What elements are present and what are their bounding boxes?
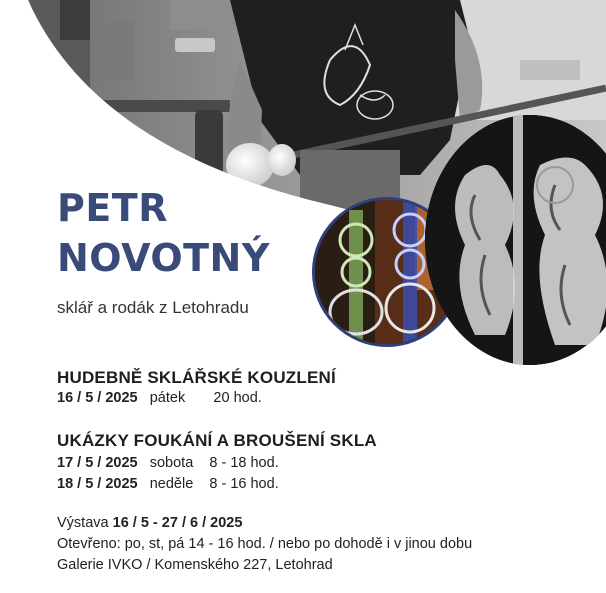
exhibition-label: Výstava <box>57 515 109 531</box>
event-time: 8 - 16 hod. <box>209 476 279 492</box>
event-day: neděle <box>149 476 194 492</box>
artist-name-line2: NOVOTNÝ <box>57 236 270 280</box>
exhibition-dates: 16 / 5 - 27 / 6 / 2025 <box>112 515 243 531</box>
artist-name <box>57 183 270 283</box>
event-date-row <box>57 390 262 406</box>
gallery-address: Galerie IVKO / Komenského 227, Letohrad <box>57 557 333 573</box>
event-date: 17 / 5 / 2025 <box>57 455 138 471</box>
event-date-row <box>57 476 279 492</box>
event-title-concert: HUDEBNĚ SKLÁŘSKÉ KOUZLENÍ <box>57 368 336 387</box>
event-day: pátek <box>149 390 186 406</box>
event-date-row <box>57 455 279 471</box>
artist-subtitle: sklář a rodák z Letohradu <box>57 298 249 317</box>
exhibition-line <box>57 515 242 531</box>
event-time: 20 hod. <box>213 390 262 406</box>
event-date: 16 / 5 / 2025 <box>57 390 138 406</box>
event-time: 8 - 18 hod. <box>209 455 279 471</box>
event-title-demonstration: UKÁZKY FOUKÁNÍ A BROUŠENÍ SKLA <box>57 431 377 450</box>
artist-name-line1: PETR <box>57 186 168 230</box>
event-date: 18 / 5 / 2025 <box>57 476 138 492</box>
opening-hours: Otevřeno: po, st, pá 14 - 16 hod. / nebo po dohodě i v jinou dobu <box>57 536 473 552</box>
event-day: sobota <box>149 455 194 471</box>
